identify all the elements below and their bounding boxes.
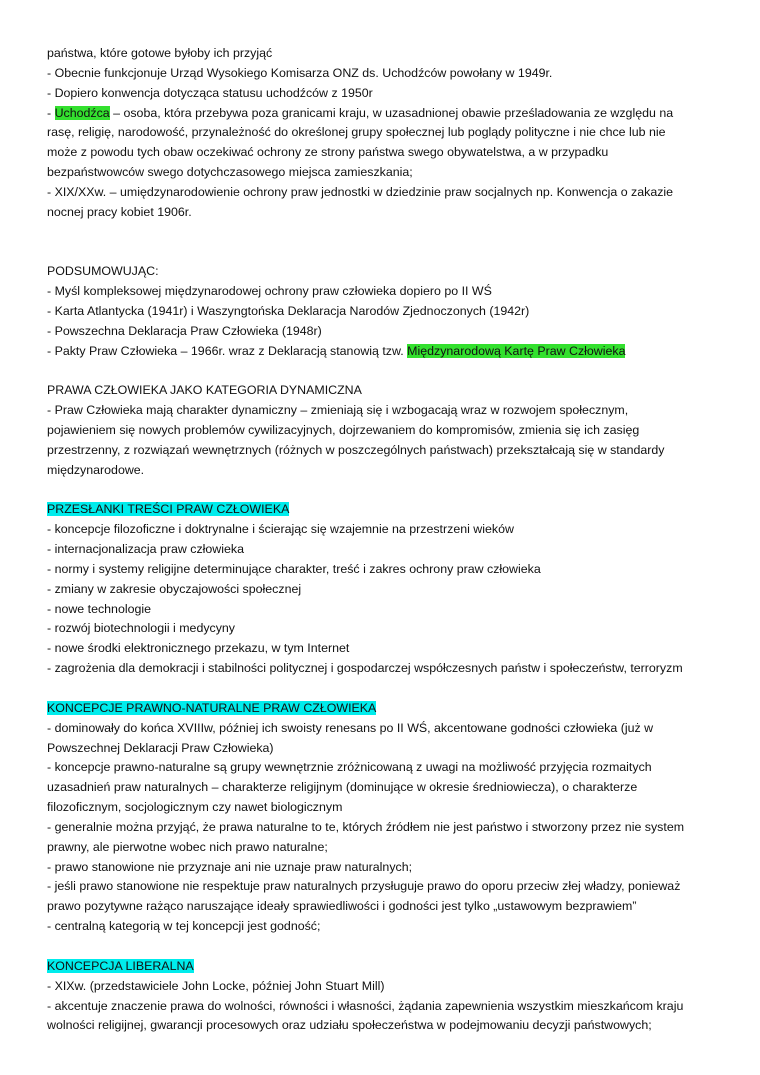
- text-line: może z powodu tych obaw oczekiwać ochrony ze strony państwa swego obywatelstwa, a w przypadku: [47, 145, 609, 160]
- text-line: - Karta Atlantycka (1941r) i Waszyngtońska Deklaracja Narodów Zjednoczonych (1942r): [47, 303, 530, 318]
- highlighted-term-charter: Międzynarodową Kartę Praw Człowieka: [407, 343, 626, 358]
- blank-line: [47, 937, 727, 957]
- blank-line: [47, 362, 727, 382]
- text-line: [47, 342, 727, 362]
- blank-line: [47, 242, 727, 262]
- list-item: - rozwój biotechnologii i medycyny: [47, 621, 236, 636]
- text-line: filozoficznym, socjologicznym czy nawet biologicznym: [47, 800, 343, 815]
- text-line: prawo pozytywne rażąco naruszające ideały sprawiedliwości i godności jest tylko „ustawowym bezprawiem”: [47, 899, 637, 914]
- section-heading-natural-law: [47, 699, 727, 719]
- blank-line: [47, 679, 727, 699]
- section-heading-summary: PODSUMOWUJĄC:: [47, 264, 159, 279]
- text-line: Powszechnej Deklaracji Praw Człowieka): [47, 740, 274, 755]
- text-line: - Myśl kompleksowej międzynarodowej ochrony praw człowieka dopiero po II WŚ: [47, 284, 492, 299]
- text-line: - koncepcje prawno-naturalne są grupy wewnętrznie zróżnicowaną z uwagi na możliwość przyjęcia rozmaitych: [47, 760, 652, 775]
- text-span: -: [47, 105, 55, 120]
- list-item: - normy i systemy religijne determinujące charakter, treść i zakres ochrony praw człowieka: [47, 561, 541, 576]
- list-item: - internacjonalizacja praw człowieka: [47, 542, 244, 557]
- text-span: – osoba, która przebywa poza granicami kraju, w uzasadnionej obawie prześladowania ze względu na: [109, 105, 674, 120]
- text-line: - Praw Człowieka mają charakter dynamiczny – zmieniają się i wzbogacają wraz w rozwojem społecznym,: [47, 403, 629, 418]
- list-item: - zmiany w zakresie obyczajowości społecznej: [47, 581, 302, 596]
- highlighted-heading: PRZESŁANKI TREŚCI PRAW CZŁOWIEKA: [47, 502, 290, 517]
- text-line: - Obecnie funkcjonuje Urząd Wysokiego Komisarza ONZ ds. Uchodźców powołany w 1949r.: [47, 65, 553, 80]
- text-line: - prawo stanowione nie przyznaje ani nie uznaje praw naturalnych;: [47, 859, 413, 874]
- highlighted-term-refugee: Uchodźca: [54, 105, 110, 120]
- text-line: pojawieniem się nowych problemów cywilizacyjnych, dojrzewaniem do kompromisów, zmienia się ich zasięg: [47, 423, 640, 438]
- list-item: - nowe środki elektronicznego przekazu, w tym Internet: [47, 641, 350, 656]
- text-line: międzynarodowe.: [47, 462, 145, 477]
- section-heading-premises: [47, 500, 727, 520]
- text-line: - XIXw. (przedstawiciele John Locke, później John Stuart Mill): [47, 978, 385, 993]
- section-heading-dynamic: PRAWA CZŁOWIEKA JAKO KATEGORIA DYNAMICZNA: [47, 383, 362, 398]
- section-heading-liberal: [47, 957, 727, 977]
- text-line: prawny, ale pierwotne wobec nich prawo naturalne;: [47, 839, 328, 854]
- text-span: - Pakty Praw Człowieka – 1966r. wraz z Deklaracją stanowią tzw.: [47, 343, 408, 358]
- blank-line: [47, 481, 727, 501]
- text-line: - dominowały do końca XVIIIw, później ich swoisty renesans po II WŚ, akcentowane godności człowieka (już w: [47, 720, 654, 735]
- text-line: przestrzenny, z rozwiązań wewnętrznych (różnych w poszczególnych państwach) przekształcają się w standardy: [47, 442, 665, 457]
- text-line: - jeśli prawo stanowione nie respektuje praw naturalnych przysługuje prawo do oporu przeciw złej władzy, ponieważ: [47, 879, 681, 894]
- highlighted-heading: KONCEPCJE PRAWNO-NATURALNE PRAW CZŁOWIEKA: [47, 700, 377, 715]
- text-line: - Dopiero konwencja dotycząca statusu uchodźców z 1950r: [47, 85, 373, 100]
- text-line: - centralną kategorią w tej koncepcji jest godność;: [47, 919, 321, 934]
- text-line: - generalnie można przyjąć, że prawa naturalne to te, których źródłem nie jest państwo i stworzony przez nie system: [47, 819, 685, 834]
- text-line: - XIX/XXw. – umiędzynarodowienie ochrony praw jednostki w dziedzinie praw socjalnych np. Konwencja o zakazie: [47, 184, 674, 199]
- text-line: bezpaństwowców swego dotychczasowego miejsca zamieszkania;: [47, 165, 413, 180]
- highlighted-heading: KONCEPCJA LIBERALNA: [47, 958, 194, 973]
- text-line: wolności religijnej, gwarancji procesowych oraz udziału społeczeństwa w podejmowaniu decyzji państwowych;: [47, 1018, 652, 1033]
- text-line: - akcentuje znaczenie prawa do wolności, równości i własności, żądania zapewnienia wszystkim mieszkańcom kraju: [47, 998, 684, 1013]
- text-line: państwa, które gotowe byłoby ich przyjąć: [47, 46, 273, 60]
- text-line: - Powszechna Deklaracja Praw Człowieka (1948r): [47, 323, 322, 338]
- text-line: uzasadnień praw naturalnych – charakterze religijnym (dominujące w okresie średniowiecza), o charakterze: [47, 780, 638, 795]
- text-line: nocnej pracy kobiet 1906r.: [47, 204, 192, 219]
- text-line: [47, 104, 727, 124]
- list-item: - koncepcje filozoficzne i doktrynalne i ścierając się wzajemnie na przestrzeni wieków: [47, 522, 514, 537]
- text-line: rasę, religię, narodowość, przynależność do określonej grupy społecznej lub poglądy polityczne i nie chce lub nie: [47, 125, 666, 140]
- list-item: - zagrożenia dla demokracji i stabilności politycznej i gospodarczej współczesnych państw i społeczeństw, terroryzm: [47, 661, 683, 676]
- blank-line: [47, 223, 727, 243]
- document-page: [47, 44, 727, 1036]
- list-item: - nowe technologie: [47, 601, 152, 616]
